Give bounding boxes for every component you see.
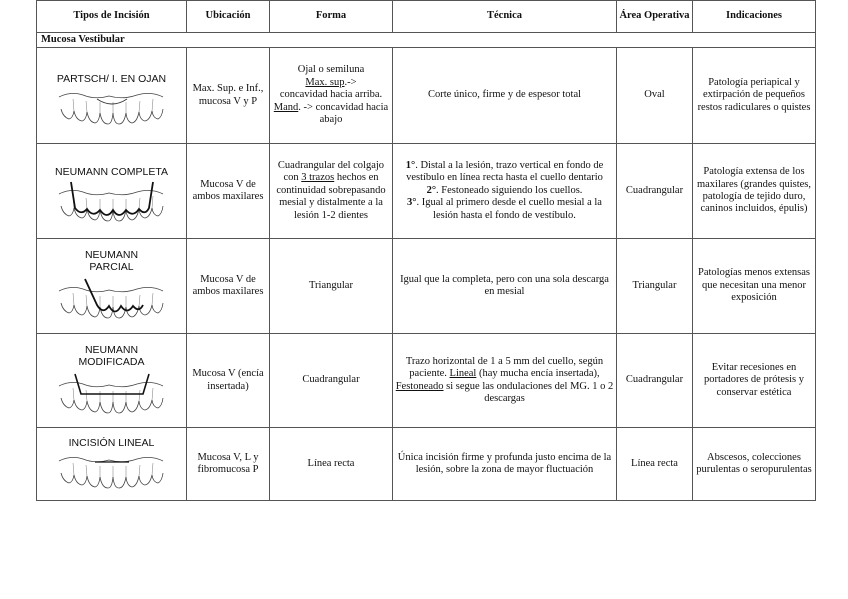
tecnica-cell: Igual que la completa, pero con una sola descarga en mesial [393,239,617,334]
forma-underlined: Mand [273,101,299,113]
forma-cell [270,144,393,239]
table-row [37,428,816,501]
indicaciones-cell: Patología extensa de los maxilares (grandes quistes, patología de tejido duro, caninos incluidos, épulis) [693,144,816,239]
ubicacion-cell: Mucosa V de ambos maxilares [187,144,270,239]
incision-lineal-teeth-illustration [57,451,167,491]
tecnica-text: si segue las ondulaciones del MG. 1 o 2 descargas [446,380,614,404]
forma-cell [270,48,393,144]
header-tipos: Tipos de Incisión [37,1,187,33]
section-title: Mucosa Vestibular [37,33,816,48]
incision-name: PARTSCH/ I. EN OJAN [56,72,167,85]
ubicacion-cell: Max. Sup. e Inf., mucosa V y P [187,48,270,144]
table-row [37,144,816,239]
step-number: 2° [426,184,437,196]
indicaciones-cell: Abscesos, colecciones purulentas o seropurulentas [693,428,816,501]
header-forma: Forma [270,1,393,33]
table-row [37,48,816,144]
neumann-completa-teeth-illustration [57,180,167,224]
step-text: . Distal a la lesión, trazo vertical en fondo de vestíbulo en línea recta hasta el cuello dentario [406,159,604,184]
area-cell: Cuadrangular [617,144,693,239]
area-cell: Línea recta [617,428,693,501]
step-number: 3° [407,197,417,209]
header-indicaciones: Indicaciones [693,1,816,33]
indicaciones-cell: Evitar recesiones en portadores de prótesis y conservar estética [693,334,816,428]
forma-cell: Cuadrangular [270,334,393,428]
area-cell: Triangular [617,239,693,334]
ubicacion-cell: Mucosa V, L y fibromucosa P [187,428,270,501]
ubicacion-cell: Mucosa V (encía insertada) [187,334,270,428]
tecnica-underlined: Lineal [449,368,477,380]
tecnica-text: Trazo horizontal de 1 a 5 mm del cuello, según paciente. [405,355,604,380]
neumann-modificada-teeth-illustration [57,370,167,418]
header-tecnica: Técnica [393,1,617,33]
header-row [37,1,816,33]
incision-name: INCISIÓN LINEAL [68,437,155,449]
step-text: . Festoneado siguiendo los cuellos. [436,184,583,196]
indicaciones-cell: Patología periapical y extirpación de pequeños restos radiculares o quistes [693,48,816,144]
area-cell: Cuadrangular [617,334,693,428]
incision-cell [37,48,187,144]
forma-underlined: 3 trazos [301,172,335,184]
forma-line: . -> concavidad hacia abajo [298,101,389,126]
incision-name: NEUMANN COMPLETA [55,166,168,178]
header-area: Área Operativa [617,1,693,33]
forma-line: Ojal o semiluna [297,64,365,76]
step-text: . Igual al primero desde el cuello mesial a la lesión hasta el fondo de vestíbulo. [416,197,602,221]
neumann-parcial-teeth-illustration [57,275,167,323]
incision-cell [37,144,187,239]
ubicacion-cell: Mucosa V de ambos maxilares [187,239,270,334]
tecnica-cell [393,334,617,428]
area-cell: Oval [617,48,693,144]
forma-cell: Línea recta [270,428,393,501]
forma-line: .-> [344,76,357,88]
table-row [37,239,816,334]
step-number: 1° [405,159,416,171]
incision-name: NEUMANN MODIFICADA [78,343,145,368]
partsch-teeth-illustration [57,87,167,127]
incision-cell [37,239,187,334]
forma-text: Cuadrangular del colgajo con [277,159,385,184]
tecnica-cell [393,144,617,239]
forma-cell: Triangular [270,239,393,334]
incision-name: NEUMANN PARCIAL [84,249,139,273]
forma-line: concavidad hacia arriba. [279,89,383,101]
tecnica-text: (hay mucha encía insertada), [478,368,600,380]
tecnica-cell: Única incisión firme y profunda justo encima de la lesión, sobre la zona de mayor fluctuación [393,428,617,501]
header-ubicacion: Ubicación [187,1,270,33]
indicaciones-cell: Patologías menos extensas que necesitan una menor exposición [693,239,816,334]
incision-table [36,0,816,501]
table-row [37,334,816,428]
tecnica-cell: Corte único, firme y de espesor total [393,48,617,144]
incision-cell [37,334,187,428]
section-row [37,33,816,48]
tecnica-underlined: Festoneado [395,380,444,392]
forma-text: hechos en continuidad sobrepasando mesial y distalmente a la lesión 1-2 dientes [276,172,386,221]
incision-cell [37,428,187,501]
forma-underlined: Max. sup [305,76,345,88]
